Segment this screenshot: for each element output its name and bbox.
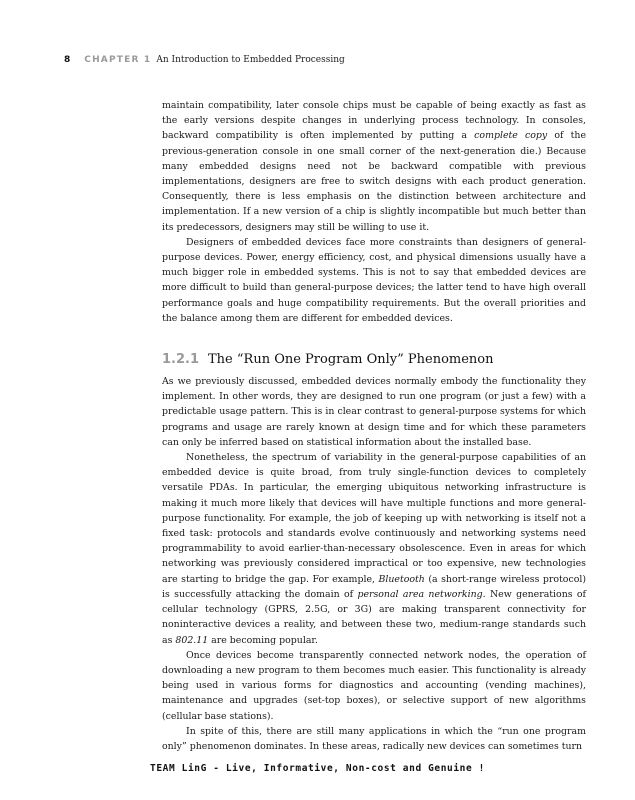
paragraph: maintain compatibility, later console chips must be capable of being exactly as fast as the early versions despite changes in underlying process technology. In consoles, backward compatibility is often implemented by putting a complete copy of the previous-generation console in one small corner of the next-generation die.) Because many embedded designs need not be backward compatible with previous implementations, designers are free to switch designs with each product generation. Consequently, there is less emphasis on the distinction between architecture and implementation. If a new version of a chip is slightly incompatible but much better than its predecessors, designers may still be willing to use it. [162,100,586,233]
paragraph: Once devices become transparently connected network nodes, the operation of downloading a new program to them becomes much easier. This functionality is already being used in various forms for diagnostics and accounting (vending machines), maintenance and upgrades (set-top boxes), or selective support of new algorithms (cellular base stations). [162,649,586,722]
chapter-label: CHAPTER 1 [84,55,152,65]
running-header [64,54,584,66]
section-number: 1.2.1 [162,352,200,368]
footer-watermark: TEAM LinG - Live, Informative, Non-cost and Genuine ! [150,763,485,774]
chapter-title: An Introduction to Embedded Processing [156,55,345,65]
paragraph: As we previously discussed, embedded devices normally embody the functionality they implement. In other words, they are designed to run one program (or just a few) with a predictable usage pattern. This is in clear contrast to general-purpose systems for which programs and usage are rarely known at design time and for which these parameters can only be inferred based on statistical information about the installed base. [162,376,586,448]
body-text [162,98,586,754]
section-heading [162,351,586,369]
paragraph: Nonetheless, the spectrum of variability in the general-purpose capabilities of an embedded device is quite broad, from truly single-function devices to completely versatile PDAs. In particular, the emerging ubiquitous networking infrastructure is making it much more likely that devices will have multiple functions and more general-purpose functionality. For example, the job of keeping up with networking is itself not a fixed task: protocols and standards evolve continuously and networking systems need programmability to avoid earlier-than-necessary obsolescence. Even in areas for which networking was previously considered impractical or too expensive, new technologies are starting to bridge the gap. For example, Bluetooth (a short-range wireless protocol) is successfully attacking the domain of personal area networking. New generations of cellular technology (GPRS, 2.5G, or 3G) are making transparent connectivity for noninteractive devices a reality, and between these two, medium-range standards such as 802.11 are becoming popular. [162,452,586,646]
section-title: The “Run One Program Only” Phenomenon [208,352,494,368]
paragraph: In spite of this, there are still many applications in which the “run one program only” phenomenon dominates. In these areas, radically new devices can sometimes turn [162,725,586,752]
page-number: 8 [64,55,71,65]
paragraph: Designers of embedded devices face more constraints than designers of general-purpose devices. Power, energy efficiency, cost, and physical dimensions usually have a much bigger role in embedded systems. This is not to say that embedded devices are more difficult to build than general-purpose devices; the latter tend to have high overall performance goals and huge compatibility requirements. But the overall priorities and the balance among them are different for embedded devices. [162,236,586,324]
